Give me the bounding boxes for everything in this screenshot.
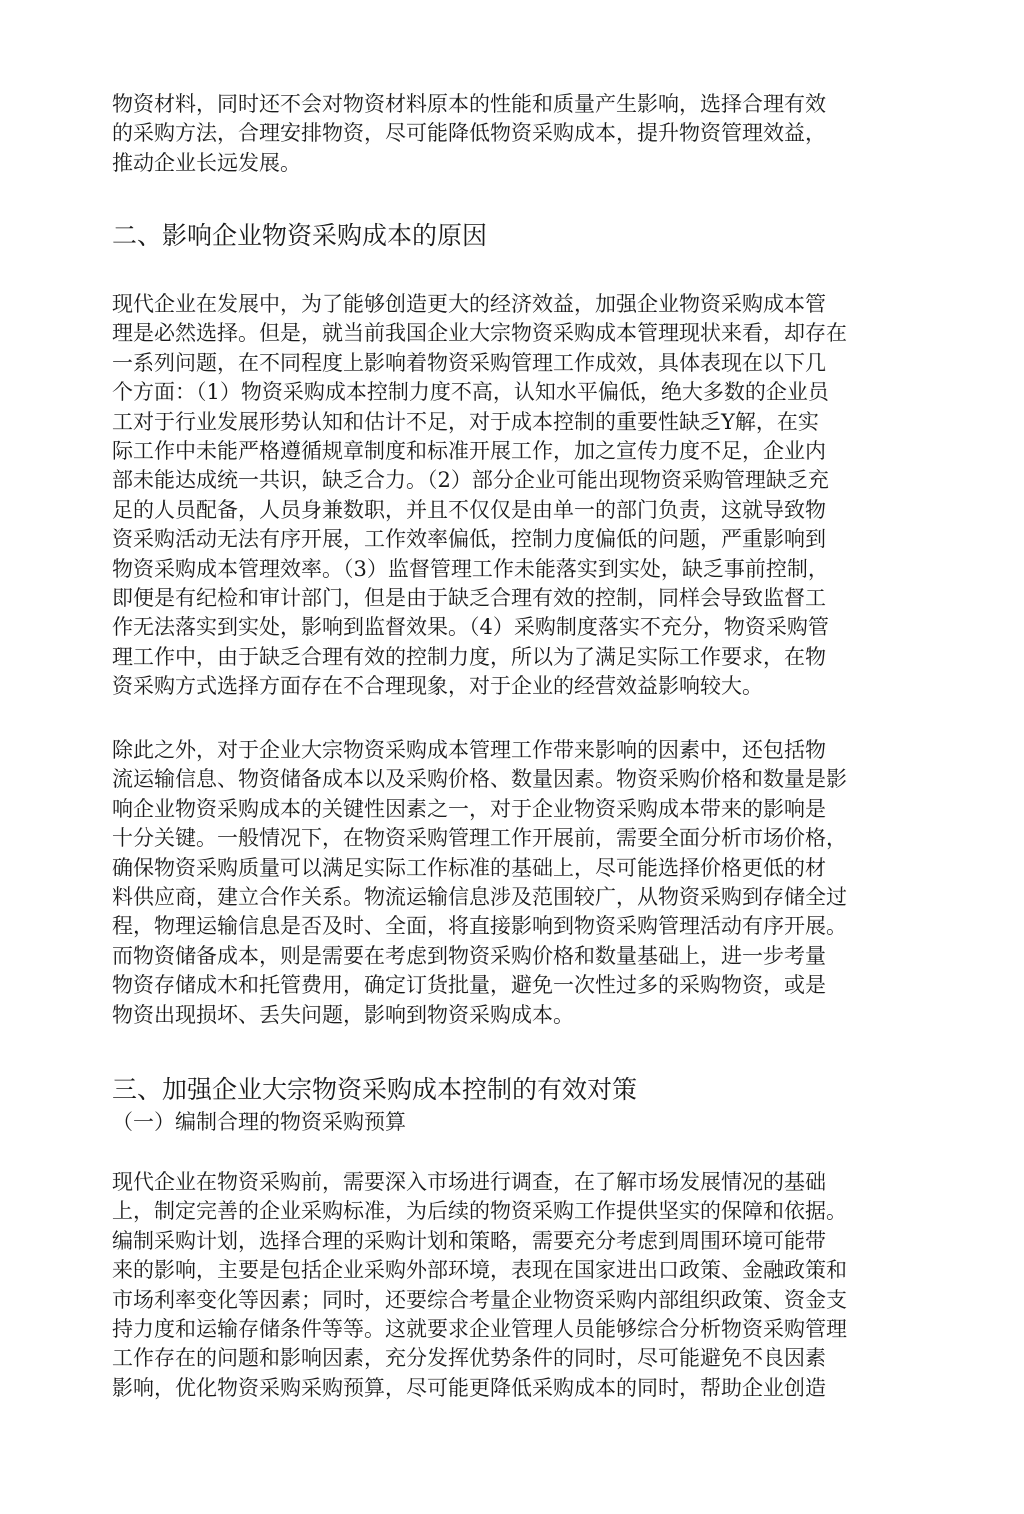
text-line: 部未能达成统一共识，缺乏合力。（2）部分企业可能出现物资采购管理缺乏充: [112, 468, 829, 493]
text-line: 市场利率变化等因素；同时，还要综合考量企业物资采购内部组织政策、资金支: [112, 1287, 847, 1312]
text-line: 作无法落实到实处，影响到监督效果。（4）采购制度落实不充分，物资采购管: [112, 615, 829, 640]
text-line: 物资出现损坏、丢失问题，影响到物资采购成本。: [112, 1002, 574, 1027]
section-heading-2: 二、影响企业物资采购成本的原因: [112, 221, 488, 250]
text-line: 确保物资采购质量可以满足实际工作标准的基础上，尽可能选择价格更低的材: [112, 855, 826, 880]
text-line: 物资存储成木和托管费用，确定订货批量，避免一次性过多的采购物资，或是: [112, 973, 826, 998]
section3-paragraph-1: [112, 1168, 892, 1403]
intro-paragraph: [112, 90, 892, 178]
text-line: 物资采购成本管理效率。（3）监督管理工作未能落实到实处，缺乏事前控制，: [112, 556, 829, 581]
text-line: 流运输信息、物资储备成本以及采购价格、数量因素。物资采购价格和数量是影: [112, 767, 847, 792]
text-line: 的采购方法，合理安排物资，尽可能降低物资采购成本，提升物资管理效益，: [112, 121, 826, 146]
text-line: 现代企业在发展中，为了能够创造更大的经济效益，加强企业物资采购成本管: [112, 292, 826, 316]
text-line: 资采购活动无法有序开展，工作效率偏低，控制力度偏低的问题，严重影响到: [112, 527, 826, 552]
text-line: 编制采购计划，选择合理的采购计划和策略，需要充分考虑到周围环境可能带: [112, 1228, 826, 1253]
text-line: 除此之外，对于企业大宗物资采购成本管理工作带来影响的因素中，还包括物: [112, 738, 826, 762]
section2-paragraph-1: [112, 290, 892, 702]
text-line: 足的人员配备，人员身兼数职，并且不仅仅是由单一的部门负责，这就导致物: [112, 497, 826, 522]
text-line: 资采购方式选择方面存在不合理现象，对于企业的经营效益影响较大。: [112, 674, 763, 699]
text-line: 一系列问题，在不同程度上影响着物资采购管理工作成效，具体表现在以下几: [112, 350, 826, 375]
text-line: 理是必然选择。但是，就当前我国企业大宗物资采购成本管理现状来看，却存在: [112, 321, 847, 346]
text-line: 响企业物资采购成本的关键性因素之一，对于企业物资采购成本带来的影响是: [112, 796, 826, 821]
text-line: 际工作中未能严格遵循规章制度和标准开展工作，加之宣传力度不足，企业内: [112, 439, 826, 464]
text-line: 上，制定完善的企业采购标准，为后续的物资采购工作提供坚实的保障和依据。: [112, 1199, 847, 1224]
text-line: 来的影响，主要是包括企业采购外部环境，表现在国家进出口政策、金融政策和: [112, 1258, 847, 1283]
text-line: 工作存在的问题和影响因素，充分发挥优势条件的同时，尽可能避免不良因素: [112, 1346, 826, 1371]
text-line: 而物资储备成本，则是需要在考虑到物资采购价格和数量基础上，进一步考量: [112, 943, 826, 968]
text-line: 理工作中，由于缺乏合理有效的控制力度，所以为了满足实际工作要求，在物: [112, 644, 826, 669]
text-line: 程，物理运输信息是否及时、全面，将直接影响到物资采购管理活动有序开展。: [112, 914, 847, 939]
section-subheading: （一）编制合理的物资采购预算: [112, 1110, 406, 1134]
section2-paragraph-2: [112, 736, 892, 1030]
text-line: 物资材料，同时还不会对物资材料原本的性能和质量产生影响，选择合理有效: [112, 92, 826, 116]
text-line: 影响，优化物资采购采购预算，尽可能更降低采购成本的同时，帮助企业创造: [112, 1375, 826, 1400]
text-line: 持力度和运输存储条件等等。这就要求企业管理人员能够综合分析物资采购管理: [112, 1317, 847, 1342]
text-line: 工对于行业发展形势认知和估计不足，对于成本控制的重要性缺乏Y解，在实: [112, 409, 819, 434]
text-line: 个方面：（1）物资采购成本控制力度不高，认知水平偏低，绝大多数的企业员: [112, 380, 829, 405]
text-line: 即便是有纪检和审计部门，但是由于缺乏合理有效的控制，同样会导致监督工: [112, 586, 826, 611]
text-line: 十分关键。一般情况下，在物资采购管理工作开展前，需要全面分析市场价格，: [112, 826, 847, 851]
text-line: 料供应商，建立合作关系。物流运输信息涉及范围较广，从物资采购到存储全过: [112, 885, 847, 910]
text-line: 现代企业在物资采购前，需要深入市场进行调查，在了解市场发展情况的基础: [112, 1170, 826, 1194]
text-line: 推动企业长远发展。: [112, 150, 301, 175]
section-heading-3: 三、加强企业大宗物资采购成本控制的有效对策: [112, 1075, 638, 1104]
